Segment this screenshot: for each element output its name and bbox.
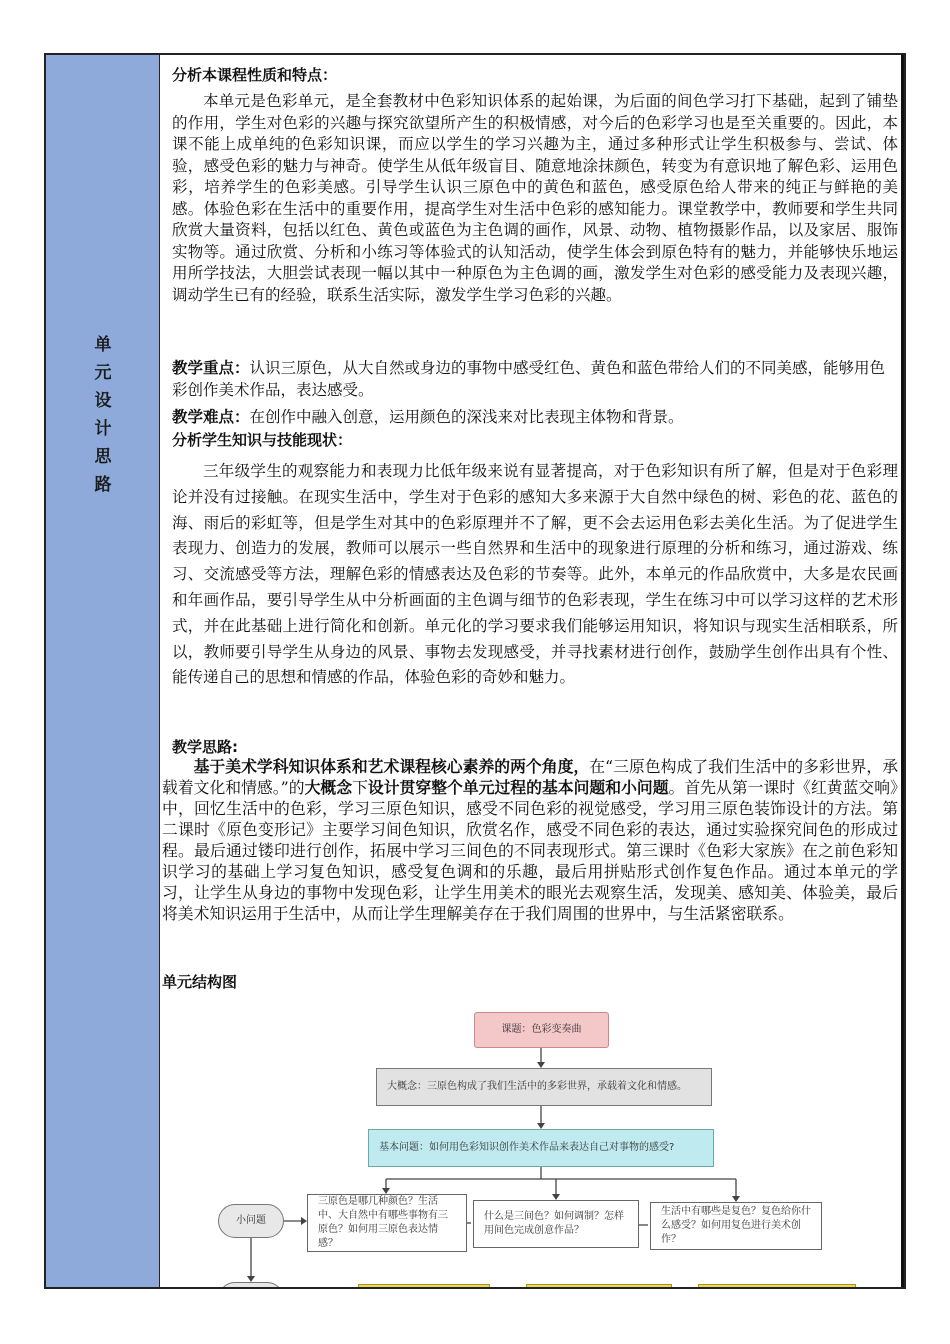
small-question-label: 小问题 [218, 1204, 284, 1238]
section3-text-3: 。首先从第一课时《红黄蓝交响》中，回忆生活中的色彩，学习三原色知识，感受不同色彩的视觉感受，学习用三原色装饰设计的方法。第二课时《原色变形记》主要学习间色知识，欣赏名作，感受不同色彩的表达，通过实验探究间色的形成过程。最后通过镂印进行创作，拓展中学习三间色的不同表现形式。第三课时《色彩大家族》在之前色彩知识学习的基础上学习复色知识，感受复色调和的乐趣，最后用拼贴形式创作复色作品。通过本单元的学习，让学生从身边的事物中发现色彩，让学生用美术的眼光去观察生活，发现美、感知美、体验美，最后将美术知识运用于生活中，从而让学生理解美存在于我们周围的世界中，与生活紧密联系。 [162, 778, 898, 923]
right-border-bar [901, 55, 904, 1287]
lesson-1-node [358, 1284, 490, 1289]
difficult-points [172, 406, 898, 429]
basic-question-node: 基本问题：如何用色彩知识创作美术作品来表达自己对事物的感受? [368, 1129, 714, 1167]
label-char: 设 [94, 391, 112, 411]
difficult-points-text: 在创作中融入创意，运用颜色的深浅来对比表现主体物和背景。 [249, 408, 684, 426]
small-question-3: 生活中有哪些是复色？复色给你什么感受？如何用复色进行美术创作？ [650, 1202, 822, 1250]
section3-bold-3: 设计贯穿整个单元过程的基本问题和小问题 [367, 778, 669, 797]
left-header-column [46, 55, 160, 1287]
section3-bold-1: 基于美术学科知识体系和艺术课程核心素养的两个角度， [193, 757, 590, 776]
lesson-label-node [218, 1282, 284, 1289]
unit-structure-diagram [206, 997, 896, 1289]
section3-text-2: 下 [352, 778, 368, 797]
section2-paragraph: 三年级学生的观察能力和表现力比低年级来说有显著提高，对于色彩知识有所了解，但是对于色彩理论并没有过接触。在现实生活中，学生对于色彩的感知大多来源于大自然中绿色的树、彩色的花、蓝色的海、雨后的彩虹等，但是学生对其中的色彩原理并不了解，更不会去运用色彩去美化生活。为了促进学生表现力、创造力的发展，教师可以展示一些自然界和生活中的现象进行原理的分析和练习，通过游戏、练习、交流感受等方法，理解色彩的情感表达及色彩的节奏等。此外，本单元的作品欣赏中，大多是农民画和年画作品，要引导学生从中分析画面的主色调与细节的色彩表现，学生在练习中可以学习这样的艺术形式，并在此基础上进行简化和创新。单元化的学习要求我们能够运用知识，将知识与现实生活相联系，所以，教师要引导学生从身边的风景、事物去发现感受，并寻找素材进行创作，鼓励学生创作出具有个性、能传递自己的思想和情感的作品，体验色彩的奇妙和魅力。 [172, 462, 898, 687]
difficult-points-label: 教学难点： [172, 407, 250, 426]
key-points [172, 357, 898, 401]
label-char: 计 [94, 419, 112, 439]
lesson-3-node [698, 1284, 856, 1289]
label-char: 路 [94, 475, 112, 495]
big-concept-node: 大概念：三原色构成了我们生活中的多彩世界，承载着文化和情感。 [376, 1068, 712, 1106]
key-points-text: 认识三原色，从大自然或身边的事物中感受红色、黄色和蓝色带给人们的不同美感，能够用色彩创作美术作品，表达感受。 [172, 359, 886, 399]
section3-bold-2: 大概念 [304, 778, 353, 797]
unit-design-label [46, 331, 160, 499]
label-char: 思 [94, 447, 112, 467]
section3-heading: 教学思路: [172, 738, 238, 756]
label-char: 单 [94, 335, 112, 355]
key-points-label: 教学重点： [172, 358, 250, 377]
page-frame [44, 53, 906, 1289]
lesson-2-node [526, 1284, 672, 1289]
small-question-1: 三原色是哪几种颜色？生活中、大自然中有哪些事物有三原色？如何用三原色表达情感？ [307, 1194, 467, 1252]
small-question-2: 什么是三间色？如何调制？怎样用间色完成创意作品？ [473, 1200, 639, 1248]
section1-paragraph: 本单元是色彩单元，是全套教材中色彩知识体系的起始课，为后面的间色学习打下基础，起到了铺垫的作用，学生对色彩的兴趣与探究欲望所产生的积极情感，对今后的色彩学习也是至关重要的。因此，本课不能上成单纯的色彩知识课，而应以学生的学习兴趣为主，通过多种形式让学生积极参与、尝试、体验，感受色彩的魅力与神奇。使学生从低年级盲目、随意地涂抹颜色，转变为有意识地了解色彩、运用色彩，培养学生的色彩美感。引导学生认识三原色中的黄色和蓝色，感受原色给人带来的纯正与鲜艳的美感。体验色彩在生活中的重要作用，提高学生对生活中色彩的感知能力。课堂教学中，教师要和学生共同欣赏大量资料，包括以红色、黄色或蓝色为主色调的画作，风景、动物、植物摄影作品，以及家居、服饰实物等。通过欣赏、分析和小练习等体验式的认知活动，使学生体会到原色特有的魅力，并能够快乐地运用所学技法，大胆尝试表现一幅以其中一种原色为主色调的画，激发学生对色彩的感受能力及表现兴趣，调动学生已有的经验，联系生活实际，激发学生学习色彩的兴趣。 [172, 92, 898, 304]
course-node: 课题：色彩变奏曲 [474, 1012, 609, 1048]
section3-paragraph [162, 756, 898, 924]
section1-heading: 分析本课程性质和特点： [172, 66, 338, 84]
content-column [160, 55, 898, 1287]
section3-text-1: 在“三原色构成了我们生活中的多彩世界，承载着文化和情感。”的 [162, 757, 898, 797]
label-char: 元 [94, 363, 112, 383]
structure-diagram-label: 单元结构图 [162, 973, 238, 991]
section2-heading: 分析学生知识与技能现状： [172, 431, 353, 449]
